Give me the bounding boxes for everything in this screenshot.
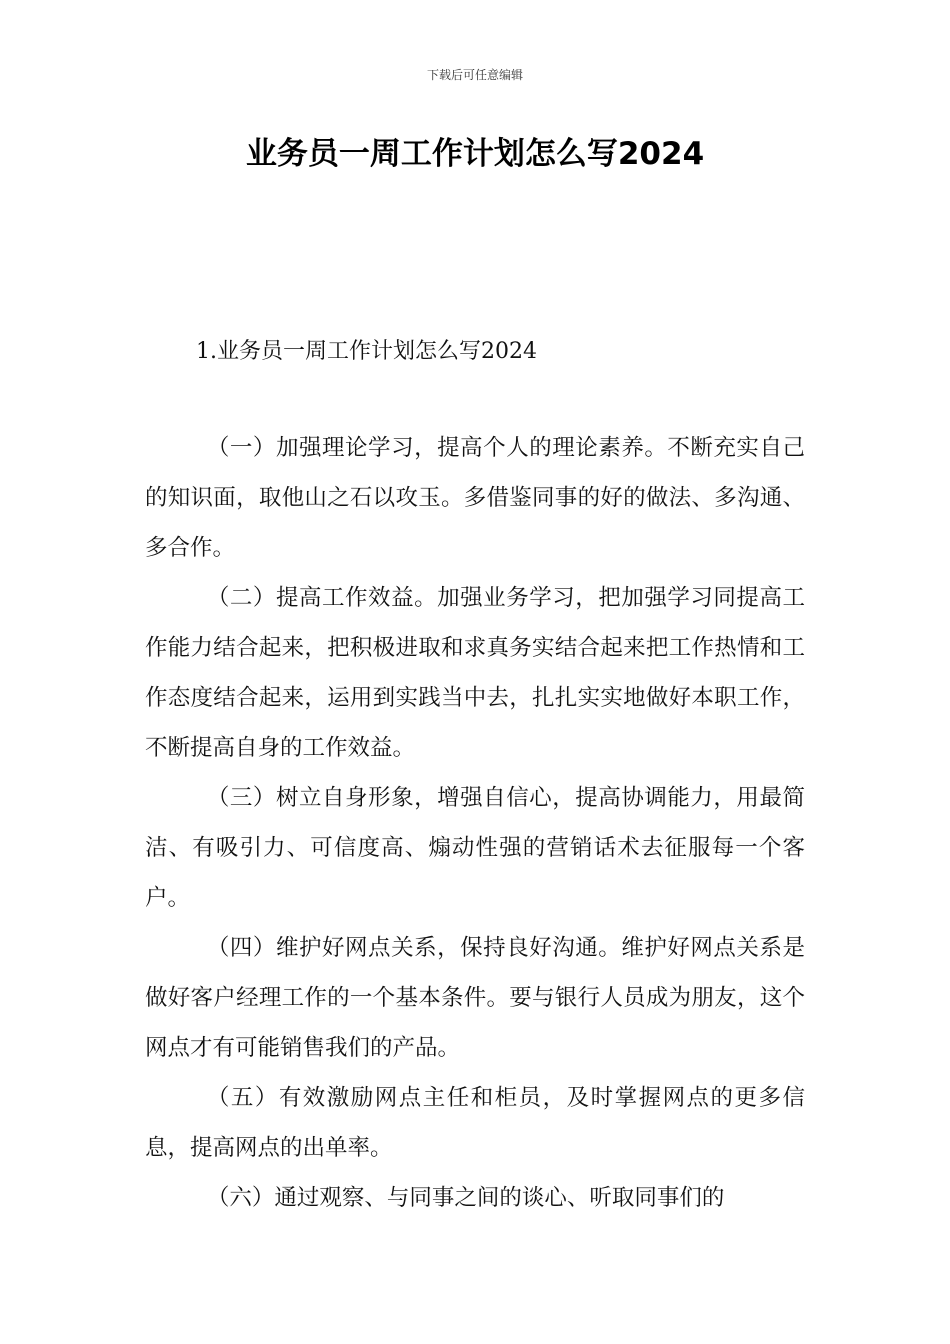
section-heading: 1.业务员一周工作计划怎么写2024	[196, 339, 537, 364]
document-body	[145, 423, 805, 1223]
paragraph-3: （三）树立自身形象，增强自信心，提高协调能力，用最简洁、有吸引力、可信度高、煽动性强的营销话术去征服每一个客户。	[145, 785, 805, 911]
paragraph-4: （四）维护好网点关系，保持良好沟通。维护好网点关系是做好客户经理工作的一个基本条件。要与银行人员成为朋友，这个网点才有可能销售我们的产品。	[145, 935, 805, 1061]
header-note: 下载后可任意编辑	[426, 68, 523, 82]
paragraph-6: （六）通过观察、与同事之间的谈心、听取同事们的	[206, 1185, 725, 1211]
paragraph-2: （二）提高工作效益。加强业务学习，把加强学习同提高工作能力结合起来，把积极进取和求真务实结合起来把工作热情和工作态度结合起来，运用到实践当中去，扎扎实实地做好本职工作，不断提高自身的工作效益。	[145, 585, 805, 761]
document-title: 业务员一周工作计划怎么写2024	[245, 136, 705, 172]
paragraph-1: （一）加强理论学习，提高个人的理论素养。不断充实自己的知识面，取他山之石以攻玉。多借鉴同事的好的做法、多沟通、多合作。	[145, 435, 805, 561]
paragraph-5: （五）有效激励网点主任和柜员，及时掌握网点的更多信息，提高网点的出单率。	[145, 1085, 805, 1161]
